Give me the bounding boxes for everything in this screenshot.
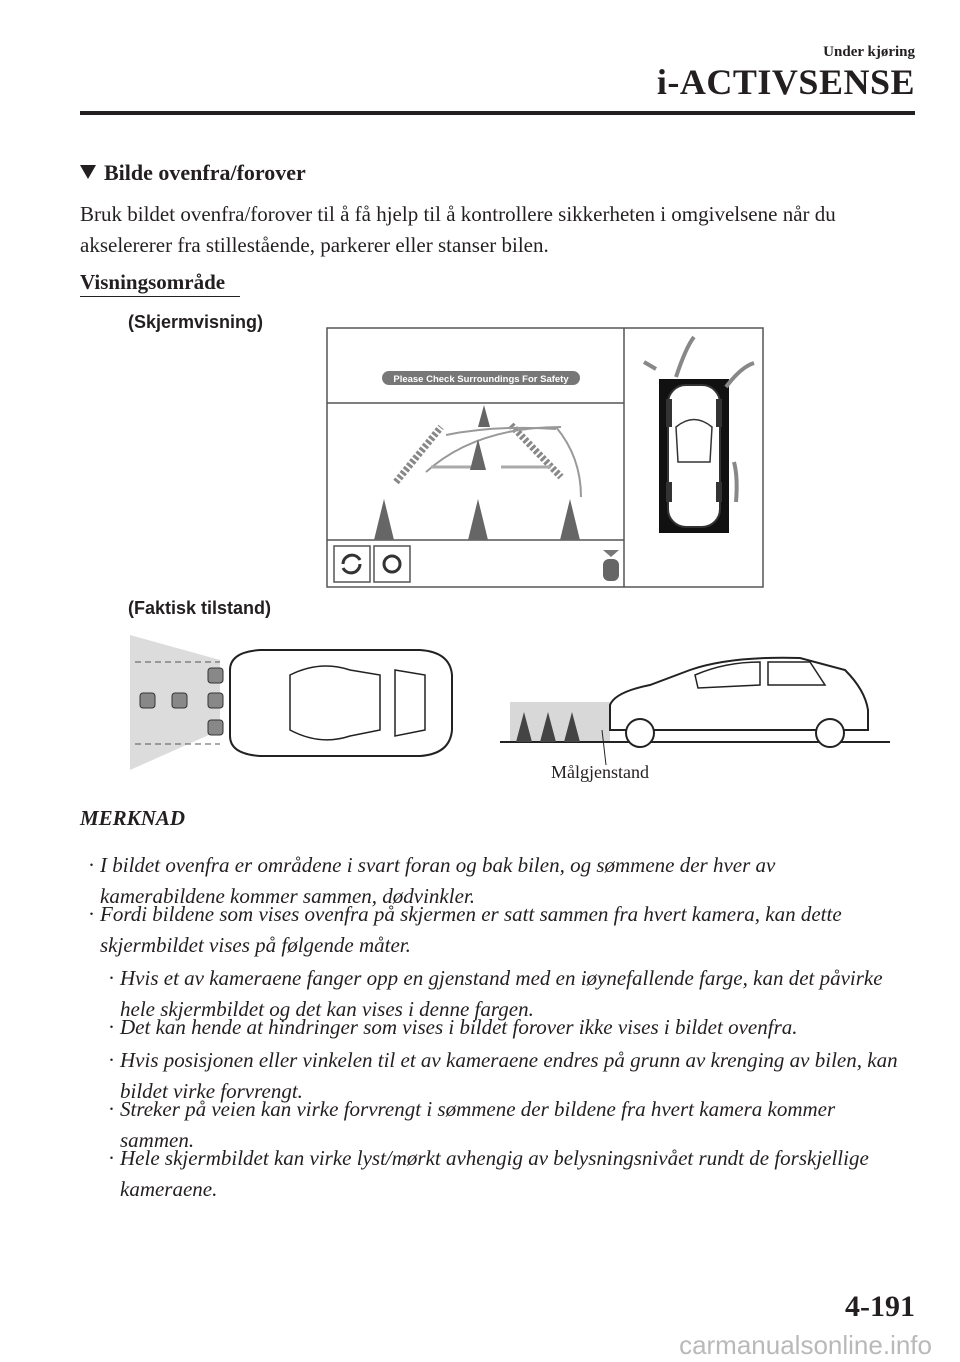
camera-switch-button xyxy=(334,546,370,582)
section-heading-text: Bilde ovenfra/forover xyxy=(104,160,306,185)
figure-screen-label: (Skjermvisning) xyxy=(128,312,264,332)
bullet-dot: · xyxy=(108,1015,115,1039)
safety-banner-text: Please Check Surroundings For Safety xyxy=(393,374,569,385)
running-header-section: Under kjøring xyxy=(823,44,915,60)
bullet-dot: · xyxy=(108,1048,115,1072)
note-sub-bullet-text: Det kan hende at hindringer som vises i bildet forover ikke vises i bildet ovenfra. xyxy=(120,1015,798,1039)
note-title: MERKNAD xyxy=(80,806,186,830)
note-bullet-text: Fordi bildene som vises ovenfra på skjermen er satt sammen fra hvert kamera, kan dette skjermbildet vises på følgende måter. xyxy=(100,902,842,957)
note-bullet-text: I bildet ovenfra er områdene i svart foran og bak bilen, og sømmene der hver av kamerabildene kommer sammen, dødvinkler. xyxy=(100,853,776,908)
bullet-dot: · xyxy=(108,1097,115,1121)
figure-actual-label: (Faktisk tilstand) xyxy=(128,598,272,618)
section-heading xyxy=(80,160,306,186)
bullet-dot: · xyxy=(108,1146,115,1170)
screen-display-figure xyxy=(326,327,764,589)
cone-top-icon xyxy=(208,693,223,708)
bullet-dot: · xyxy=(108,966,115,990)
subheading-underline xyxy=(80,296,240,297)
actual-situation-figure xyxy=(120,630,890,780)
watermark: carmanualsonline.info xyxy=(679,1330,932,1360)
triangle-down-icon xyxy=(80,165,96,179)
note-sub-bullet-text: Hele skjermbildet kan virke lyst/mørkt avhengig av belysningsnivået rundt de forskjellige kameraene. xyxy=(120,1146,869,1201)
bullet-dot: · xyxy=(88,853,95,877)
bullet-dot: · xyxy=(88,902,95,926)
cone-top-icon xyxy=(208,720,223,735)
intro-paragraph: Bruk bildet ovenfra/forover til å få hjelp til å kontrollere sikkerheten i omgivelsene når du akselererer fra stillestående, parkerer eller stanser bilen. xyxy=(80,202,836,257)
cone-top-icon xyxy=(140,693,155,708)
note-sub-bullet-text: Hvis et av kameraene fanger opp en gjenstand med en iøynefallende farge, kan det påvirke hele skjermbildet og det kan vises i denne fargen. xyxy=(120,966,883,1021)
running-header-chapter: i-ACTIVSENSE xyxy=(656,62,915,102)
note-sub-bullet xyxy=(108,1143,910,1205)
page-number: 4-191 xyxy=(845,1290,915,1323)
top-view-car xyxy=(668,385,720,527)
note-sub-bullet-text: Hvis posisjonen eller vinkelen til et av kameraene endres på grunn av krenging av bilen, kan bildet virke forvrengt. xyxy=(120,1048,898,1103)
cone-top-icon xyxy=(172,693,187,708)
top-down-car xyxy=(230,650,452,756)
subheading: Visningsområde xyxy=(80,270,226,294)
settings-button xyxy=(374,546,410,582)
note-sub-bullet-text: Streker på veien kan virke forvrengt i sømmene der bildene fra hvert kamera kommer sammen. xyxy=(120,1097,836,1152)
car-status-icon xyxy=(603,559,619,581)
note-sub-bullet xyxy=(108,1012,910,1043)
target-object-label: Målgjenstand xyxy=(551,762,649,782)
note-bullet xyxy=(88,899,900,961)
header-rule xyxy=(80,111,915,115)
cone-top-icon xyxy=(208,668,223,683)
